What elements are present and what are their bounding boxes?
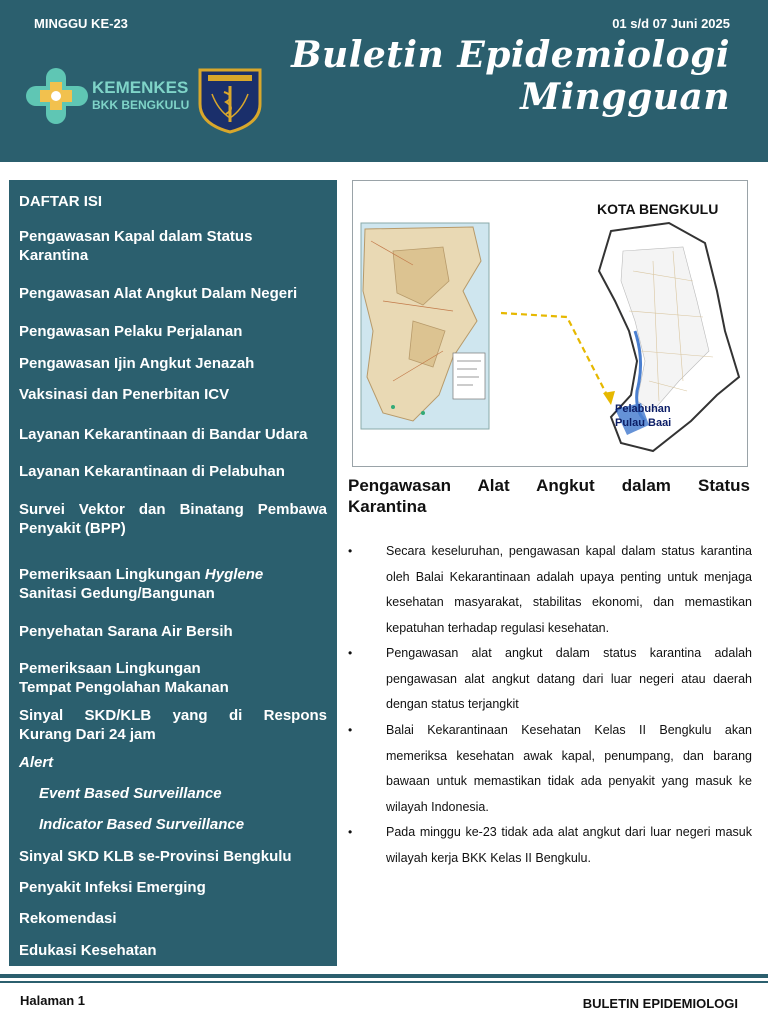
toc-item-building-hygiene-line2[interactable]: Sanitasi Gedung/Bangunan — [19, 585, 215, 602]
toc-item-food-processing[interactable]: Pemeriksaan Lingkungan — [19, 660, 201, 677]
toc-item-skd-klb-response[interactable]: Sinyal SKD/KLB yang di Respons — [19, 707, 327, 724]
toc-item-indicator-based-surveillance[interactable]: Indicator Based Surveillance — [39, 816, 245, 833]
bullet-icon: • — [348, 723, 353, 737]
map-port-label-line1: Pelabuhan — [615, 403, 671, 415]
toc-item-alert[interactable]: Alert — [19, 754, 54, 771]
bullet-icon: • — [348, 544, 353, 558]
footer-rule-thin — [0, 981, 768, 983]
toc-item-vector-survey-line2[interactable]: Penyakit (BPP) — [19, 520, 126, 537]
header-banner — [0, 0, 768, 162]
toc-item-domestic-transport[interactable]: Pengawasan Alat Angkut Dalam Negeri — [19, 285, 298, 302]
article-title-line2: Karantina — [348, 497, 427, 516]
toc-item-food-processing-line2[interactable]: Tempat Pengolahan Makanan — [19, 679, 229, 696]
bulletin-title-line1: Buletin Epidemiologi — [291, 34, 730, 76]
toc-item-building-hygiene[interactable] — [19, 565, 327, 584]
toc-item-hygiene-italic: Hyglene — [204, 566, 264, 583]
bullet-icon: • — [348, 825, 353, 839]
map-title: KOTA BENGKULU — [597, 201, 719, 217]
toc-item-health-education[interactable]: Edukasi Kesehatan — [19, 942, 157, 959]
toc-item-event-based-surveillance[interactable]: Event Based Surveillance — [39, 785, 222, 802]
toc-item-skd-klb-response-line2[interactable]: Kurang Dari 24 jam — [19, 726, 156, 743]
page-number: Halaman 1 — [20, 993, 86, 1008]
bkk-bengkulu-wordmark: BKK BENGKULU — [92, 98, 190, 112]
toc-item-ship-quarantine[interactable]: Pengawasan Kapal dalam Status — [19, 228, 253, 245]
toc-item-provincial-signal[interactable]: Sinyal SKD KLB se-Provinsi Bengkulu — [19, 848, 292, 865]
bullet-icon: • — [348, 646, 353, 660]
toc-item-travelers[interactable]: Pengawasan Pelaku Perjalanan — [19, 323, 243, 340]
publication-name: BULETIN EPIDEMIOLOGI — [582, 996, 738, 1011]
toc-item-corpse-transport[interactable]: Pengawasan Ijin Angkut Jenazah — [19, 355, 255, 372]
toc-item-vaccination-icv[interactable]: Vaksinasi dan Penerbitan ICV — [19, 386, 230, 403]
table-of-contents — [9, 180, 337, 966]
toc-item-airport-services[interactable]: Layanan Kekarantinaan di Bandar Udara — [19, 426, 308, 443]
bulletin-title-line2: Mingguan — [520, 76, 730, 118]
kemenkes-logo-icon — [22, 66, 92, 126]
article-title-line1: Pengawasan Alat Angkut dalam Status — [348, 476, 750, 495]
article-bullet-4: Pada minggu ke-23 tidak ada alat angkut dari luar negeri masuk wilayah kerja BKK Kelas II Bengkulu. — [386, 825, 752, 865]
map-port-label-line2: Pulau Baai — [615, 417, 672, 429]
date-range: 01 s/d 07 Juni 2025 — [612, 16, 730, 31]
kemenkes-wordmark: KEMENKES — [92, 78, 189, 97]
article-bullet-2: Pengawasan alat angkut dalam status karantina adalah pengawasan alat angkut datang dari luar negeri atau daerah dengan status terjangkit — [386, 646, 752, 711]
toc-item-vector-survey[interactable]: Survei Vektor dan Binatang Pembawa — [19, 501, 327, 518]
map-figure — [352, 180, 748, 467]
toc-item-clean-water[interactable]: Penyehatan Sarana Air Bersih — [19, 623, 233, 640]
article-bullet-3: Balai Kekarantinaan Kesehatan Kelas II Bengkulu akan memeriksa kesehatan awak kapal, penumpang, dan barang bawaan untuk memastikan tidak ada penyakit yang masuk ke wilayah Indonesia. — [386, 723, 752, 814]
toc-item-ship-quarantine-line2[interactable]: Karantina — [19, 247, 89, 264]
article-bullet-1: Secara keseluruhan, pengawasan kapal dalam status karantina oleh Balai Kekarantinaan adalah upaya penting untuk menjaga kesehatan masyarakat, stabilitas ekonomi, dan memastikan kepatuhan terhadap regulasi kesehatan. — [386, 544, 752, 635]
toc-item-port-services[interactable]: Layanan Kekarantinaan di Pelabuhan — [19, 463, 285, 480]
toc-item-emerging-diseases[interactable]: Penyakit Infeksi Emerging — [19, 879, 206, 896]
health-quarantine-emblem-icon — [196, 64, 264, 134]
map-illustration — [353, 181, 748, 467]
toc-heading: DAFTAR ISI — [19, 193, 103, 210]
toc-item-building-hygiene-text: Pemeriksaan Lingkungan — [19, 566, 205, 583]
toc-item-recommendations[interactable]: Rekomendasi — [19, 910, 117, 927]
footer-rule — [0, 974, 768, 978]
week-label: MINGGU KE-23 — [34, 16, 128, 31]
